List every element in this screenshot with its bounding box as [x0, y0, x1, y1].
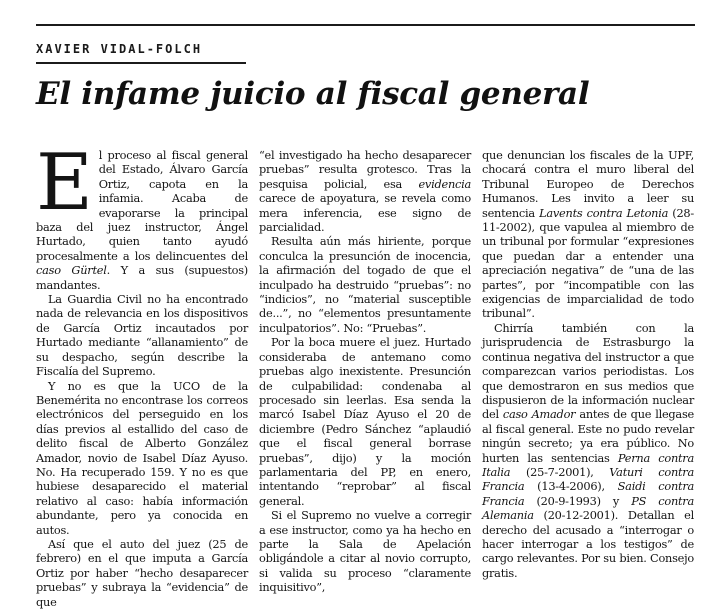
text-run: Así que el auto del juez (25 de febrero) en el que imputa a García Ortiz por haber “hecho desaparecer pruebas” y subraya la “evidencia” de que: [36, 536, 248, 609]
text-run: Si el Supremo no vuelve a corregir a ese instructor, como ya ha hecho en parte la Sala de Apelación obligándole a citar al novio corrupto, si valida su proceso “claramente inquisitivo”,: [259, 508, 471, 595]
text-run: que denuncian los fiscales de la UPF, chocará contra el muro liberal del Tribunal Europeo de Derechos Humanos. Les invito a leer su sentencia: [482, 148, 694, 220]
text-run: Chirría también con la jurisprudencia de Estrasburgo la continua negativa del instructor a que comparezcan varios periodistas. Los que demostraron en sus medios que dispusieron de la información nuclear del: [482, 320, 694, 422]
article-column-3: [482, 148, 694, 580]
italic-run: Perna contra Italia: [482, 450, 694, 479]
italic-run: caso Gürtel: [36, 263, 107, 278]
paragraph: [259, 234, 471, 335]
text-run: . Y a sus (supuestos) mandantes.: [36, 263, 248, 292]
paragraph: [36, 292, 248, 378]
paragraph: [36, 138, 248, 292]
italic-run: PS contra Alemania: [482, 493, 694, 523]
paragraph: [259, 335, 471, 508]
text-run: carece de apoyatura, se revela como mera inferencia, ese signo de parcialidad.: [259, 191, 471, 235]
paragraph: [259, 148, 471, 234]
text-run: Por la boca muere el juez. Hurtado consideraba de antemano como pruebas algo inexistente. Presunción de culpabilidad: condenaba al procesado sin leerlas. Esa senda la marcó Isabel Díaz Ayuso el 20 de diciembre (Pedro Sánchez “aplaudió que el fiscal general borrase pruebas”, dijo) y la moción parlamentaria del PP, en enero, intentando “reprobar” al fiscal general.: [259, 335, 471, 508]
author-byline: XAVIER VIDAL-FOLCH: [36, 42, 203, 56]
italic-run: Lavents contra Letonia: [539, 205, 669, 220]
article-column-2: [259, 148, 471, 595]
byline-rule: [36, 62, 246, 64]
text-run: (25-7-2001),: [510, 464, 610, 479]
italic-run: evidencia: [418, 176, 471, 191]
italic-run: Vaturi contra Francia: [482, 464, 694, 494]
article-column-1: [36, 138, 248, 609]
paragraph: [482, 321, 694, 580]
italic-run: caso Amador: [502, 407, 576, 422]
italic-run: Saidi contra Francia: [482, 479, 695, 508]
text-run: antes de que llegase al fiscal general. Este no pudo revelar ningún secreto; ya era público. No hurten las sentencias: [482, 407, 694, 465]
paragraph: [259, 508, 471, 594]
text-run: (20-12-2001). Detallan el derecho del acusado a “interrogar o hacer interrogar a los testigos” de cargo relevantes. Por su bien. Consejo gratis.: [482, 508, 694, 580]
text-run: (28-11-2002), que vapulea al miembro de un tribunal por formular “expresiones que puedan dar a entender una apreciación negativa” de “una de las partes”, por “incompatible con las exigencias de imparcialidad de todo tribunal”.: [482, 205, 694, 321]
paragraph: [36, 379, 248, 537]
text-run: (13-4-2006),: [524, 479, 618, 494]
text-run: Y no es que la UCO de la Benemérita no encontrase los correos electrónicos del perseguido en los días previos al estallido del caso de delito fiscal de Alberto González Amador, novio de Isabel Díaz Ayuso. No. Ha recuperado 159. Y no es que hubiese desaparecido el material relativo al caso: había información abundante, pero ya conocida en autos.: [36, 378, 248, 537]
paragraph: [482, 148, 694, 321]
text-run: “el investigado ha hecho desaparecer pruebas” resulta grotesco. Tras la pesquisa policial, esa: [259, 148, 471, 191]
drop-cap: E: [36, 138, 93, 228]
text-run: l proceso al fiscal general del Estado, Álvaro García Ortiz, capota en la infamia. Acaba de evaporarse la principal baza del juez instructor, Ángel Hurtado, quien tanto ayudó procesalmente a los delincuentes del: [36, 148, 248, 263]
text-run: (20-9-1993) y: [524, 493, 632, 508]
article-headline: El infame juicio al fiscal general: [36, 76, 590, 112]
top-rule: [36, 24, 695, 26]
text-run: La Guardia Civil no ha encontrado nada de relevancia en los dispositivos de García Ortiz incautados por Hurtado mediante “allanamiento” de su despacho, según describe la Fiscalía del Supremo.: [36, 292, 248, 379]
text-run: Resulta aún más hiriente, porque conculca la presunción de inocencia, la afirmación del togado de que el inculpado ha destruido “pruebas”: no “indicios”, no “material susceptible de...”, no “elementos presuntamente inculpatorios”. No: “Pruebas”.: [259, 234, 471, 335]
